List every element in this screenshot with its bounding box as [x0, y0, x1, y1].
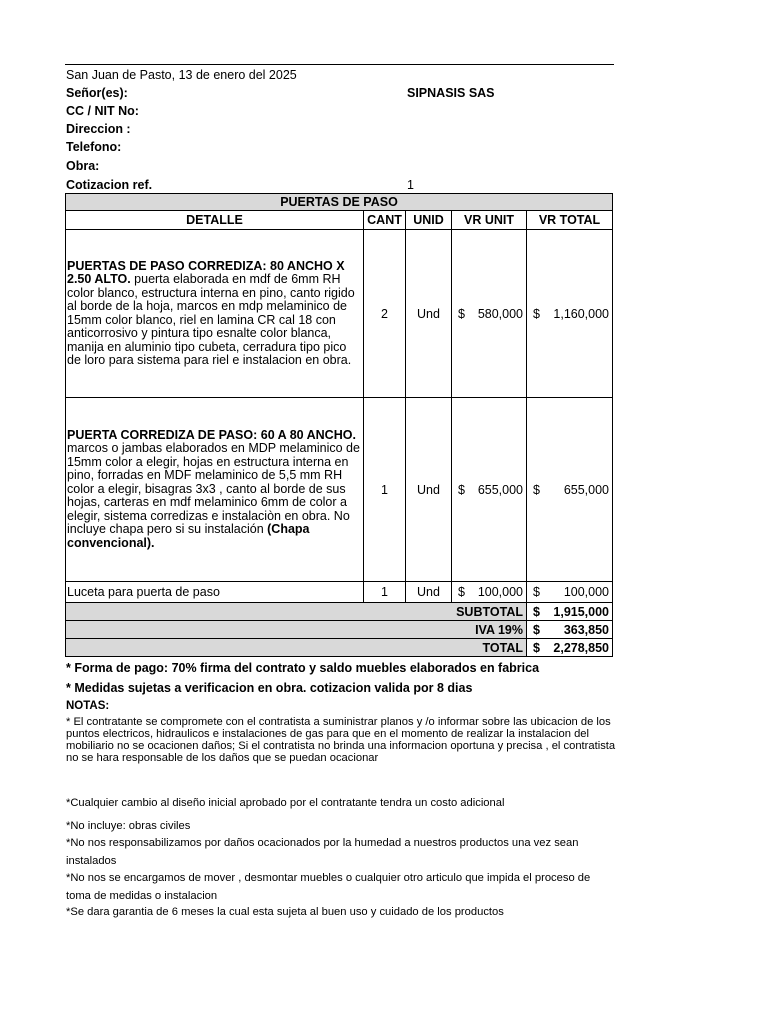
row-vr-total: $ 1,160,000 [527, 230, 613, 398]
column-header-row [66, 211, 613, 230]
note-1: * El contratante se compromete con el contratista a suministrar planos y /o informar sobre las ubicacion de los puntos electricos, hidraulicos e instalaciones de gas para que en el momento de realizar la instalacion del mobiliario no se ocacionen daños; Si el contratista no brinda una informacion oportuna y precisa , el contratista no se hara responsable de los daños que se puedan ocacionar [66, 716, 616, 764]
currency-sign: $ [458, 482, 465, 497]
row-unid: Und [406, 230, 452, 398]
row-unid: Und [406, 582, 452, 603]
currency-sign: $ [533, 482, 540, 497]
payment-terms: * Forma de pago: 70% firma del contrato y saldo muebles elaborados en fabrica [66, 661, 540, 675]
row-vr-unit: $ 580,000 [452, 230, 527, 398]
note-3: *No incluye: obras civiles [66, 820, 191, 832]
row-title: PUERTA CORREDIZA DE PASO: 60 A 80 ANCHO. [67, 427, 356, 442]
place-date: San Juan de Pasto, 13 de enero del 2025 [66, 68, 297, 82]
row-vr-total: $ 655,000 [527, 398, 613, 582]
row-vr-total: $ 100,000 [527, 582, 613, 603]
row-detail: Luceta para puerta de paso [66, 582, 364, 603]
senor-value: SIPNASIS SAS [407, 86, 495, 100]
cotizacion-label: Cotizacion ref. [66, 178, 153, 192]
section-title: PUERTAS DE PASO [66, 194, 613, 211]
direccion-label: Direccion : [66, 122, 131, 136]
table-row [66, 398, 613, 582]
row-detail [66, 230, 364, 398]
note-6: *Se dara garantia de 6 meses la cual esta sujeta al buen uso y cuidado de los productos [66, 906, 504, 918]
currency-sign: $ [533, 306, 540, 321]
currency-sign: $ [458, 585, 465, 599]
row-description: puerta elaborada en mdf de 6mm RH color blanco, estructura interna en pino, canto rigido al borde de la hoja, marcos en mdp melaminico de 15mm color blanco, riel en lamina CR cal 18 con anticorrosivo y pintura tipo esnalte color blanca, manija en aluminio tipo cubeta, cerradura tipo pico de loro para sistema para riel e instalacion en obra. [67, 272, 355, 367]
telefono-label: Telefono: [66, 140, 122, 154]
note-2: *Cualquier cambio al diseño inicial aprobado por el contratante tendra un costo adicional [66, 797, 505, 809]
iva-row [66, 621, 613, 639]
top-rule [65, 64, 614, 65]
row-cant: 1 [364, 582, 406, 603]
total-label: TOTAL [66, 639, 527, 657]
row-vr-unit: $ 655,000 [452, 398, 527, 582]
row-description: marcos o jambas elaborados en MDP melaminico de 15mm color a elegir, hojas en estructura interna en pino, forradas en MDF melaminico de 5,5 mm RH color a elegir, bisagras 3x3 , canto al borde de sus hojas, carteras en mdf melaminico 6mm de color a elegir, sistema corredizas e instalaciòn en obra. No incluye chapa pero si su instalación [67, 441, 360, 537]
cc-nit-label: CC / NIT No: [66, 104, 139, 118]
quote-table [65, 193, 613, 657]
row-description-bold: (Chapa convencional). [67, 522, 310, 550]
subtotal-label: SUBTOTAL [66, 603, 527, 621]
table-row [66, 230, 613, 398]
subtotal-row [66, 603, 613, 621]
iva-value: $ 363,850 [527, 621, 613, 639]
currency-sign: $ [458, 306, 465, 321]
note-5: *No nos se encargamos de mover , desmontar muebles o cualquier otro articulo que impida el proceso de toma de medidas o instalacion [66, 872, 591, 902]
row-title: PUERTAS DE PASO CORREDIZA: 80 ANCHO X 2.50 ALTO. [67, 258, 345, 286]
total-row [66, 639, 613, 657]
row-cant: 2 [364, 230, 406, 398]
table-row [66, 582, 613, 603]
col-vr-total: VR TOTAL [527, 211, 613, 230]
note-4: *No nos responsabilizamos por daños ocacionados por la humedad a nuestros productos una vez sean instalados [66, 837, 579, 867]
col-cant: CANT [364, 211, 406, 230]
obra-label: Obra: [66, 159, 100, 173]
subtotal-value: $ 1,915,000 [527, 603, 613, 621]
section-header-row [66, 194, 613, 211]
senor-label: Señor(es): [66, 86, 128, 100]
row-unid: Und [406, 398, 452, 582]
total-value: $ 2,278,850 [527, 639, 613, 657]
row-cant: 1 [364, 398, 406, 582]
notes-label: NOTAS: [66, 700, 110, 712]
measurement-terms: * Medidas sujetas a verificacion en obra. cotizacion valida por 8 dias [66, 681, 473, 695]
row-vr-unit: $ 100,000 [452, 582, 527, 603]
cotizacion-value: 1 [407, 178, 414, 192]
col-unid: UNID [406, 211, 452, 230]
col-detalle: DETALLE [66, 211, 364, 230]
col-vr-unit: VR UNIT [452, 211, 527, 230]
currency-sign: $ [533, 585, 540, 599]
iva-label: IVA 19% [66, 621, 527, 639]
row-detail [66, 398, 364, 582]
